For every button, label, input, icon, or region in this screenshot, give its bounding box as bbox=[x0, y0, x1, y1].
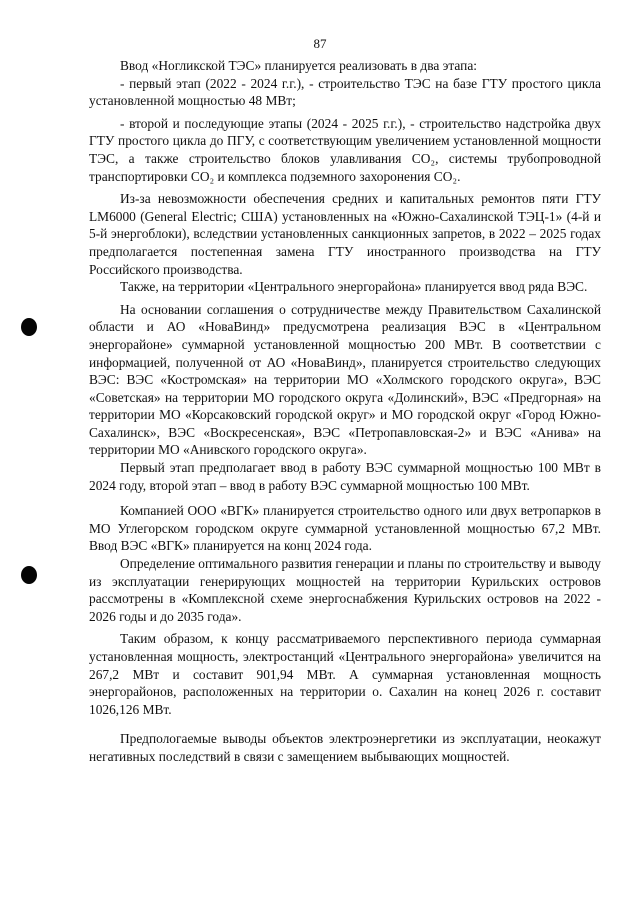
punch-hole bbox=[21, 318, 37, 336]
paragraph: Компанией ООО «ВГК» планируется строительство одного или двух ветропарков в МО Углегорском городском округе суммарной установленной мощностью 67,2 МВт. Ввод ВЭС «ВГК» планируется на конц 2024 года. bbox=[89, 503, 601, 554]
punch-hole bbox=[21, 566, 37, 584]
paragraph: Определение оптимального развития генерации и планы по строительству и выводу из эксплуатации генерирующих мощностей на территории Курильских островов рассмотрены в «Комплексной схеме энергоснабжения Курильских островов на 2022 - 2026 годы и до 2035 года». bbox=[89, 556, 601, 624]
paragraph: Из-за невозможности обеспечения средних и капитальных ремонтов пяти ГТУ LM6000 (General Electric; США) установленных на «Южно-Сахалинской ТЭЦ-1» (4-й и 5-й энергоблоки), вследствии установленных санкционных запретов, в 2022 – 2025 годах предполагается постепенная замена ГТУ иностранного производства на ГТУ Российского производства. bbox=[89, 191, 601, 277]
paragraph: Также, на территории «Центрального энергорайона» планируется ввод ряда ВЭС. bbox=[120, 279, 588, 295]
list-item: - первый этап (2022 - 2024 г.г.), - строительство ТЭС на базе ГТУ простого цикла установленной мощностью 48 МВт; bbox=[89, 75, 601, 109]
paragraph: Таким образом, к концу рассматриваемого перспективного периода суммарная установленная мощность, электростанций «Центрального энергорайона» увеличится на 267,2 МВт и составит 901,94 МВт. А суммарная установленная мощность энергорайонов, расположенных на территории о. Сахалин на конец 2026 г. составит 1026,126 МВт. bbox=[89, 631, 601, 717]
paragraph: Предпологаемые выводы объектов электроэнергетики из эксплуатации, неокажут негативных последствий в связи с замещением выбывающих мощностей. bbox=[89, 731, 601, 764]
page-number: 87 bbox=[313, 36, 327, 51]
body-text bbox=[89, 57, 601, 766]
paragraph: На основании соглашения о сотрудничестве между Правительством Сахалинской области и АО «НоваВинд» предусмотрена реализация ВЭС в «Центральном энергорайоне» суммарной установленной мощностью 200 МВт. В соответствии с информацией, полученной от АО «НоваВинд», планируется строительство следующих ВЭС: ВЭС «Костромская» на территории МО «Холмского городского округа», ВЭС «Советская» на территории МО городского округа «Долинский», ВЭС «Предгорная» на территории МО «Корсаковский городской округ» и МО городской округ «Город Южно-Сахалинск», ВЭС «Воскресенская», ВЭС «Петропавловская-2» и ВЭС «Анива» на территории МО «Анивского городского округа». bbox=[89, 301, 601, 458]
paragraph: Первый этап предполагает ввод в работу ВЭС суммарной мощностью 100 МВт в 2024 году, второй этап – ввод в работу ВЭС суммарной мощностью 100 МВт. bbox=[89, 460, 601, 493]
list-item: - второй и последующие этапы (2024 - 2025 г.г.), - строительство надстройка двух ГТУ простого цикла до ПГУ, с соответствующим увеличением установленной мощности ТЭС, а также строительство блоков улавливания CO₂, системы трубопроводной транспортировки CO₂ и комплекса подземного захоронения CO₂. bbox=[89, 115, 601, 184]
paragraph: Ввод «Ногликской ТЭС» планируется реализовать в два этапа: bbox=[120, 58, 478, 73]
